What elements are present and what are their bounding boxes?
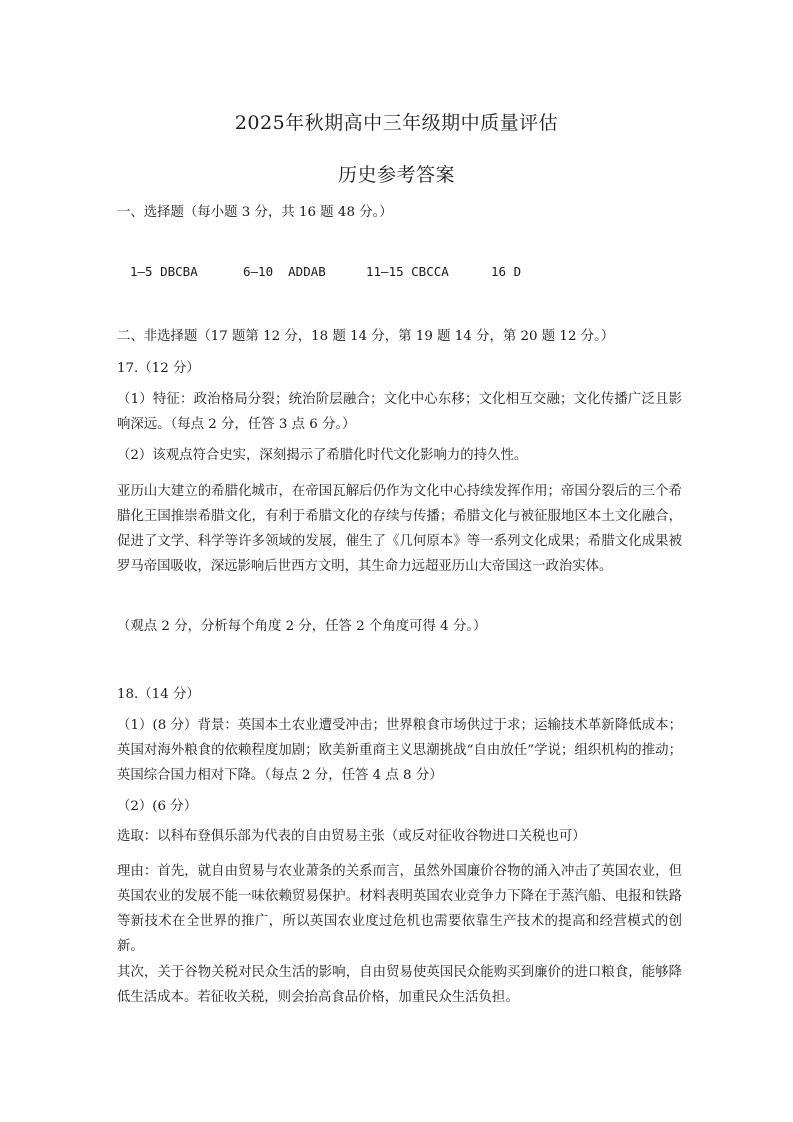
q17-analysis: 亚历山大建立的希腊化城市，在帝国瓦解后仍作为文化中心持续发挥作用；帝国分裂后的三个希腊化王国推崇希腊文化，有利于希腊文化的存续与传播；希腊文化与被征服地区本土文化融合，促进了文学、科学等许多领域的发展，催生了《几何原本》等一系列文化成果；希腊文化成果被罗马帝国吸收，深远影响后世西方文明，其生命力远超亚历山大帝国这一政治实体。 <box>117 484 682 574</box>
q17-part1: （1）特征：政治格局分裂；统治阶层融合；文化中心东移；文化相互交融；文化传播广泛且影响深远。（每点 2 分，任答 3 点 6 分。） <box>117 392 682 432</box>
page-subtitle: 历史参考答案 <box>337 164 455 186</box>
q17-part2: （2）该观点符合史实，深刻揭示了希腊化时代文化影响力的持久性。 <box>117 448 528 463</box>
q17-label: 17.（12 分） <box>117 361 200 376</box>
q18-choice: 选取：以科布登俱乐部为代表的自由贸易主张（或反对征收谷物进口关税也可） <box>117 829 586 844</box>
section2-heading: 二、非选择题（17 题第 12 分，18 题 14 分，第 19 题 14 分，第 20 题 12 分。） <box>117 329 615 344</box>
page-title: 2025年秋期高中三年级期中质量评估 <box>234 112 559 134</box>
q18-reason-2: 其次，关于谷物关税对民众生活的影响，自由贸易使英国民众能购买到廉价的进口粮食，能够降低生活成本。若征收关税，则会抬高食品价格，加重民众生活负担。 <box>117 965 682 1005</box>
answer-group-4: 16 D <box>491 264 522 279</box>
q18-part2: （2）(6 分） <box>117 799 198 814</box>
q17-scoring: （观点 2 分，分析每个角度 2 分，任答 2 个角度可得 4 分。） <box>117 619 487 634</box>
q18-reason-1: 理由：首先，就自由贸易与农业萧条的关系而言，虽然外国廉价谷物的涌入冲击了英国农业，但英国农业的发展不能一味依赖贸易保护。材料表明英国农业竞争力下降在于蒸汽船、电报和铁路等新技术在全世界的推广，所以英国农业度过危机也需要依靠生产技术的提高和经营模式的创新。 <box>117 864 682 954</box>
answer-group-1: 1—5 DBCBA <box>130 264 198 279</box>
q18-label: 18.（14 分） <box>117 687 200 702</box>
choice-answers <box>130 264 521 279</box>
answer-group-3: 11—15 CBCCA <box>366 264 449 279</box>
answer-group-2: 6—10 ADDAB <box>243 264 326 279</box>
section1-heading: 一、选择题（每小题 3 分，共 16 题 48 分。） <box>117 205 393 220</box>
q18-part1: （1）(8 分）背景：英国本土农业遭受冲击；世界粮食市场供过于求；运输技术革新降低成本；英国对海外粮食的依赖程度加剧；欧美新重商主义思潮挑战“自由放任”学说；组织机构的推动；英国综合国力相对下降。（每点 2 分，任答 4 点 8 分） <box>117 718 682 783</box>
